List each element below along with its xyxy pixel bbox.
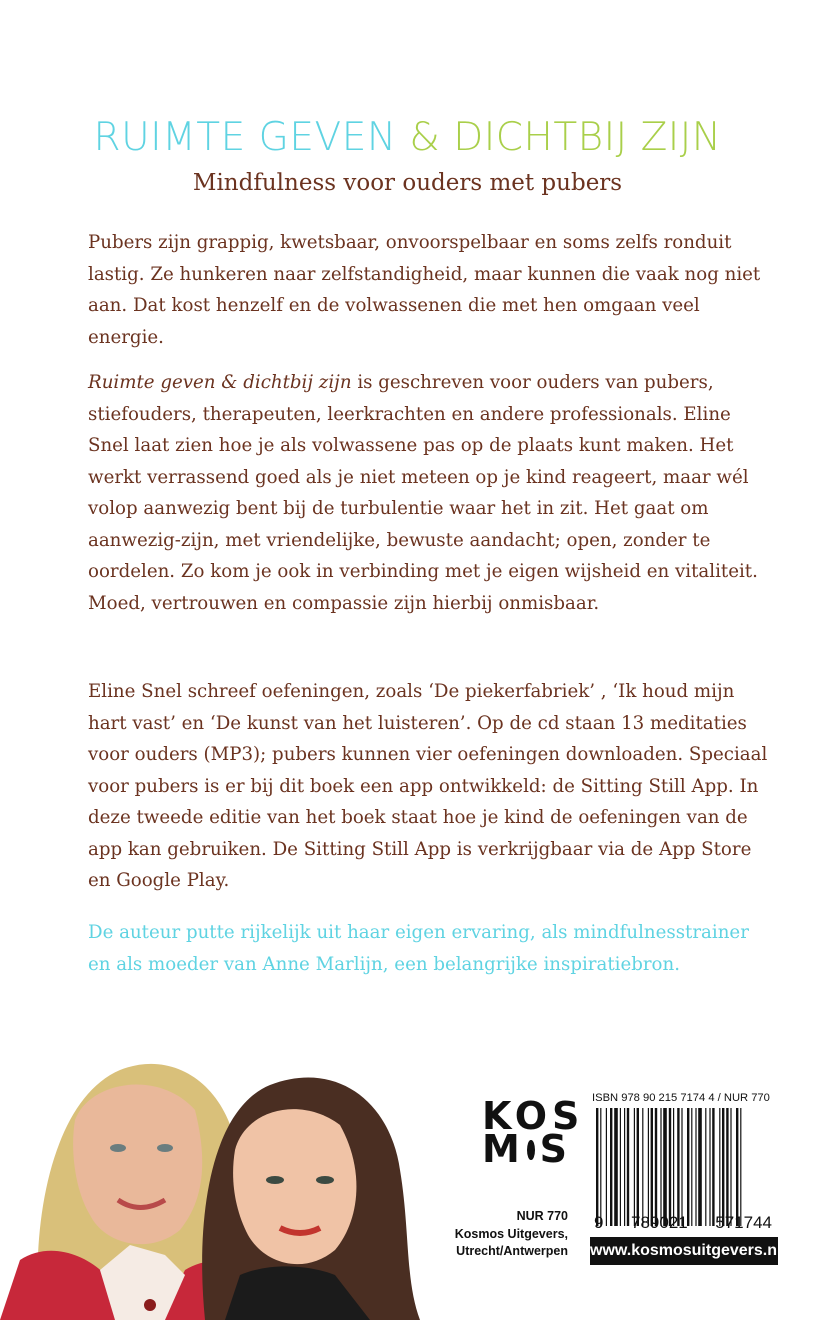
publisher-city: Utrecht/Antwerpen xyxy=(456,1244,568,1258)
blurb-paragraph-3: Eline Snel schreef oefeningen, zoals ‘De piekerfabriek’ , ‘Ik houd mijn hart vast’ en ‘De kunst van het luisteren’. Op de cd staan 13 meditaties voor ouders (MP3); pubers kunnen vier oefeningen downloaden. Speciaal voor pubers is er bij dit boek een app ontwikkeld: de Sitting Still App. In deze tweede editie van het boek staat hoe je kind de oefeningen van de app kan gebruiken. De Sitting Still App is verkrijgbaar via de App Store en Google Play. xyxy=(88,681,768,891)
barcode-digits xyxy=(594,1213,772,1233)
logo-row-1: KOS xyxy=(482,1094,585,1138)
author-photo xyxy=(0,1030,440,1320)
barcode-digits-left: 789021 xyxy=(631,1213,688,1232)
blurb-paragraph-2-text: is geschreven voor ouders van pubers, stiefouders, therapeuten, leerkrachten en andere professionals. Eline Snel laat zien hoe je als volwassene pas op de plaats kunt maken. Het werkt verrassend goed als je niet meteen op je kind reageert, maar wél volop aanwezig bent bij de turbulentie waar het in zit. Het gaat om aanwezig-zijn, met vriendelijke, bewuste aandacht; open, zonder te oordelen. Zo kom je ook in verbinding met je eigen wijsheid en vitaliteit. Moed, vertrouwen en compassie zijn hierbij onmisbaar. xyxy=(88,372,758,614)
barcode xyxy=(594,1108,772,1226)
logo-dot xyxy=(527,1140,535,1160)
barcode-digits-right: 571744 xyxy=(715,1213,772,1232)
title-part-1: RUIMTE GEVEN xyxy=(93,115,397,160)
logo-letter-s: S xyxy=(539,1127,572,1171)
blurb-paragraph-2 xyxy=(88,367,768,619)
publisher-name: Kosmos Uitgevers, xyxy=(454,1226,568,1241)
book-title-italic: Ruimte geven & dichtbij zijn xyxy=(88,372,352,393)
publisher-info xyxy=(450,1208,568,1261)
title-part-2: & DICHTBIJ ZIJN xyxy=(409,115,722,160)
author-note: De auteur putte rijkelijk uit haar eigen ervaring, als mindfulnesstrainer en als moeder van Anne Marlijn, een belangrijke inspiratiebron. xyxy=(88,922,749,975)
isbn-label: ISBN 978 90 215 7174 4 / NUR 770 xyxy=(592,1092,770,1104)
book-title xyxy=(0,113,815,163)
book-subtitle: Mindfulness voor ouders met pubers xyxy=(192,170,623,196)
nur-code: NUR 770 xyxy=(516,1209,568,1223)
blurb-paragraph-1: Pubers zijn grappig, kwetsbaar, onvoorspelbaar en soms zelfs ronduit lastig. Ze hunkeren naar zelfstandigheid, maar kunnen die vaak nog niet aan. Dat kost henzelf en de volwassenen die met hen omgaan veel energie. xyxy=(88,232,761,348)
publisher-url: www.kosmosuitgevers.nl xyxy=(590,1237,778,1265)
logo-letter-m: M xyxy=(482,1127,525,1171)
kosmos-logo xyxy=(482,1094,585,1171)
barcode-digit-prefix: 9 xyxy=(594,1213,604,1232)
